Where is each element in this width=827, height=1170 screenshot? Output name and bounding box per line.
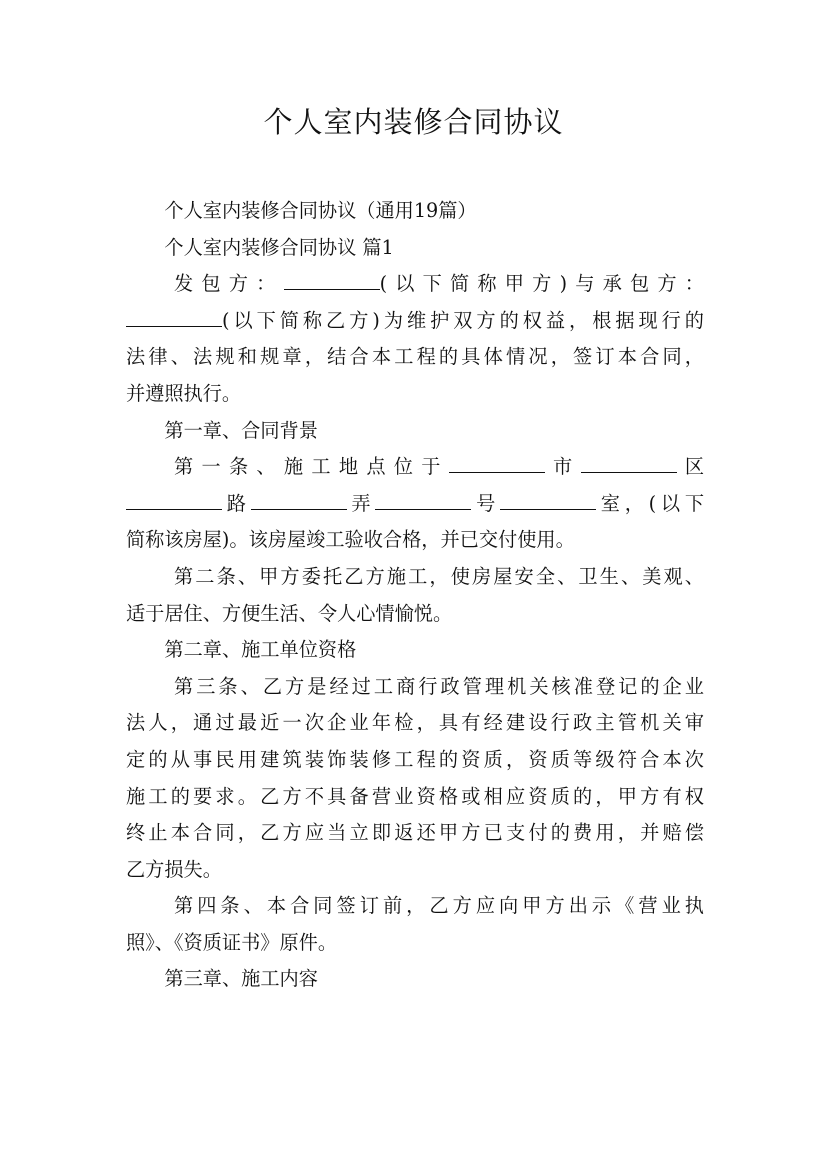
article-4-line-1: 第四条、本合同签订前，乙方应向甲方出示《营业执 [174, 894, 704, 918]
party-a-blank [284, 271, 380, 290]
intro-line-4: 并遵照执行。 [126, 381, 242, 405]
district-label: 区 [676, 455, 705, 479]
road-label: 路 [222, 491, 251, 515]
intro-paragraph [126, 266, 704, 412]
intro-line-2 [126, 303, 704, 340]
lane-blank [251, 491, 347, 510]
intro-party-a-label: 发包方： [174, 272, 284, 296]
intro-text-2: (以下简称乙方)为维护双方的权益，根据现行的 [222, 308, 704, 332]
room-label: 室，(以下 [596, 491, 705, 515]
city-blank [449, 454, 545, 473]
intro-line-1 [126, 266, 704, 303]
intro-party-b-label: (以下简称甲方)与承包方： [379, 272, 704, 296]
article-3 [126, 669, 704, 889]
road-blank [126, 491, 222, 510]
lane-label: 弄 [346, 491, 376, 515]
chapter-1-heading: 第一章、合同背景 [164, 418, 318, 442]
article-2 [126, 559, 704, 632]
article-1-line-3: 简称该房屋)。该房屋竣工验收合格，并已交付使用。 [126, 528, 575, 552]
article-1-location-label: 第一条、施工地点位于 [174, 455, 449, 479]
district-blank [581, 454, 677, 473]
article-2-line-2: 适于居住、方便生活、令人心情愉悦。 [126, 601, 453, 625]
city-label: 市 [544, 455, 581, 479]
article-2-line-1: 第二条、甲方委托乙方施工，使房屋安全、卫生、美观、 [174, 564, 704, 588]
chapter-3-heading: 第三章、施工内容 [164, 967, 318, 991]
article-1 [126, 449, 704, 559]
article-1-line-1 [126, 449, 704, 486]
chapter-2-heading: 第二章、施工单位资格 [164, 638, 357, 662]
article-3-line-6: 乙方损失。 [126, 857, 222, 881]
party-b-blank [126, 308, 222, 327]
article-4-line-2: 照》、《资质证书》原件。 [126, 930, 338, 954]
article-heading: 个人室内装修合同协议 篇1 [164, 235, 394, 259]
document-body [126, 193, 704, 998]
article-3-line-4: 施工的要求。乙方不具备营业资格或相应资质的，甲方有权 [126, 784, 704, 808]
article-4 [126, 888, 704, 961]
intro-line-3: 法律、法规和规章，结合本工程的具体情况，签订本合同， [126, 345, 704, 369]
document-title: 个人室内装修合同协议 [263, 105, 564, 139]
article-3-line-2: 法人，通过最近一次企业年检，具有经建设行政主管机关审 [126, 711, 704, 735]
article-3-line-1: 第三条、乙方是经过工商行政管理机关核准登记的企业 [174, 674, 704, 698]
article-1-line-2 [126, 486, 704, 523]
number-blank [375, 491, 471, 510]
article-3-line-3: 定的从事民用建筑装饰装修工程的资质，资质等级符合本次 [126, 747, 704, 771]
room-blank [500, 491, 596, 510]
article-3-line-5: 终止本合同，乙方应当立即返还甲方已支付的费用，并赔偿 [126, 821, 704, 845]
number-label: 号 [471, 491, 501, 515]
subtitle-line: 个人室内装修合同协议（通用19篇） [164, 199, 477, 222]
